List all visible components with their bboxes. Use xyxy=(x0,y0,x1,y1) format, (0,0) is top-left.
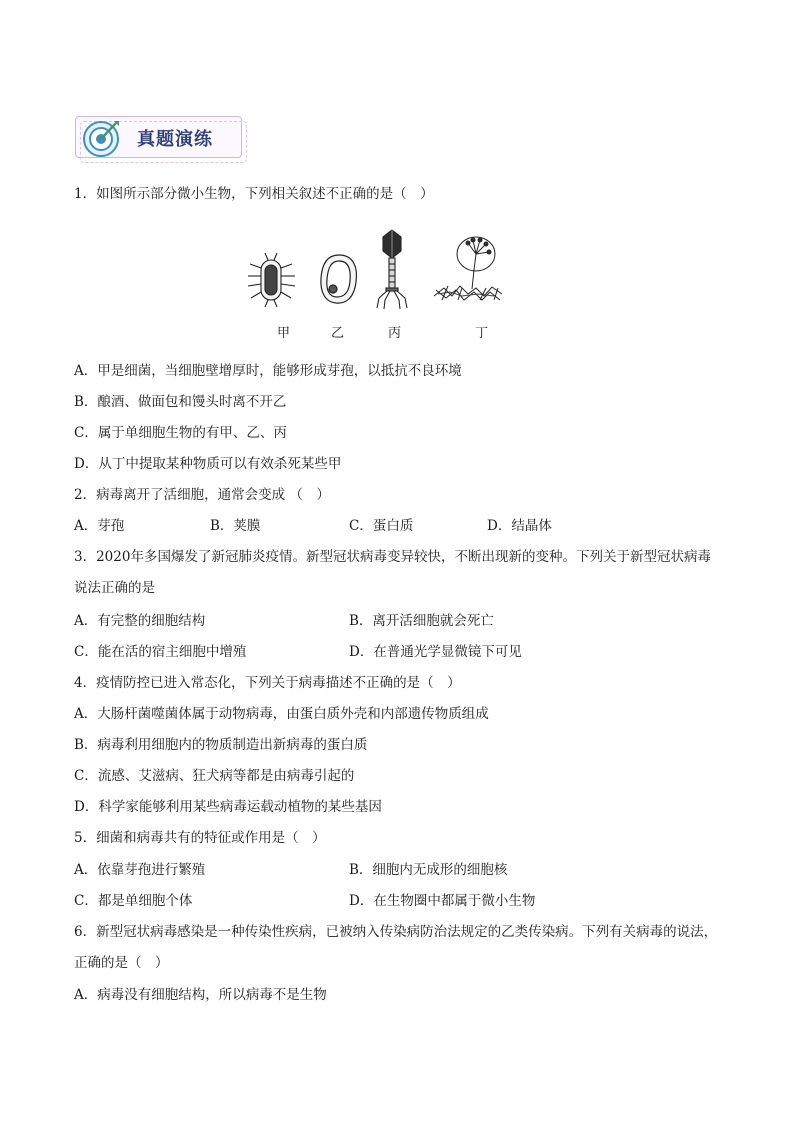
phage-illustration xyxy=(374,228,410,310)
q6-stem: 6．新型冠状病毒感染是一种传染性疾病，已被纳入传染病防治法规定的乙类传染病。下列有关病毒的说法，正确的是（ ） xyxy=(74,924,718,971)
yeast-illustration xyxy=(318,252,360,306)
q5-option-d: D．在生物圈中都属于微小生物 xyxy=(349,893,536,909)
figure-label-bing: 丙 xyxy=(388,326,402,341)
q1-figure xyxy=(244,228,506,340)
q2-option-c: C．蛋白质 xyxy=(349,518,414,534)
figure-label-jia: 甲 xyxy=(277,326,291,341)
q3-option-a: A．有完整的细胞结构 xyxy=(74,613,206,629)
q1-option-a: A．甲是细菌，当细胞壁增厚时，能够形成芽孢，以抵抗不良环境 xyxy=(74,363,462,379)
q2-option-d: D．结晶体 xyxy=(487,518,552,534)
figure-label-yi: 乙 xyxy=(331,326,345,341)
q2-stem: 2．病毒离开了活细胞，通常会变成 （ ） xyxy=(74,487,330,503)
q4-stem: 4．疫情防控已进入常态化，下列关于病毒描述不正确的是（ ） xyxy=(74,675,461,691)
q5-option-c: C．都是单细胞个体 xyxy=(74,893,193,909)
section-title: 真题演练 xyxy=(137,129,213,150)
q1-stem: 1．如图所示部分微小生物，下列相关叙述不正确的是（ ） xyxy=(74,186,434,202)
q1-option-d: D．从丁中提取某种物质可以有效杀死某些甲 xyxy=(74,456,342,472)
q4-option-d: D．科学家能够利用某些病毒运载动植物的某些基因 xyxy=(74,799,382,815)
q4-option-a: A．大肠杆菌噬菌体属于动物病毒，由蛋白质外壳和内部遗传物质组成 xyxy=(74,706,489,722)
section-header xyxy=(75,116,245,160)
q2-option-a: A．芽孢 xyxy=(74,518,125,534)
q4-option-c: C．流感、艾滋病、狂犬病等都是由病毒引起的 xyxy=(74,768,355,784)
figure-label-ding: 丁 xyxy=(475,326,489,341)
target-icon xyxy=(81,118,121,158)
q3-option-c: C．能在活的宿主细胞中增殖 xyxy=(74,644,247,660)
q5-option-b: B．细胞内无成形的细胞核 xyxy=(349,862,508,878)
q3-option-b: B．离开活细胞就会死亡 xyxy=(349,613,494,629)
q3-option-d: D．在普通光学显微镜下可见 xyxy=(349,644,522,660)
q3-stem: 3．2020年多国爆发了新冠肺炎疫情。新型冠状病毒变异较快，不断出现新的变种。下列关于新型冠状病毒说法正确的是 xyxy=(74,549,711,596)
q2-option-b: B．荚膜 xyxy=(210,518,261,534)
q1-option-b: B．酿酒、做面包和馒头时离不开乙 xyxy=(74,394,287,410)
q5-stem: 5．细菌和病毒共有的特征或作用是（ ） xyxy=(74,830,326,846)
bacterium-illustration xyxy=(246,252,298,308)
q6-option-a: A．病毒没有细胞结构，所以病毒不是生物 xyxy=(74,987,327,1003)
q1-option-c: C．属于单细胞生物的有甲、乙、丙 xyxy=(74,425,287,441)
mold-illustration xyxy=(432,234,506,304)
q5-option-a: A．依靠芽孢进行繁殖 xyxy=(74,862,206,878)
q4-option-b: B．病毒利用细胞内的物质制造出新病毒的蛋白质 xyxy=(74,737,368,753)
